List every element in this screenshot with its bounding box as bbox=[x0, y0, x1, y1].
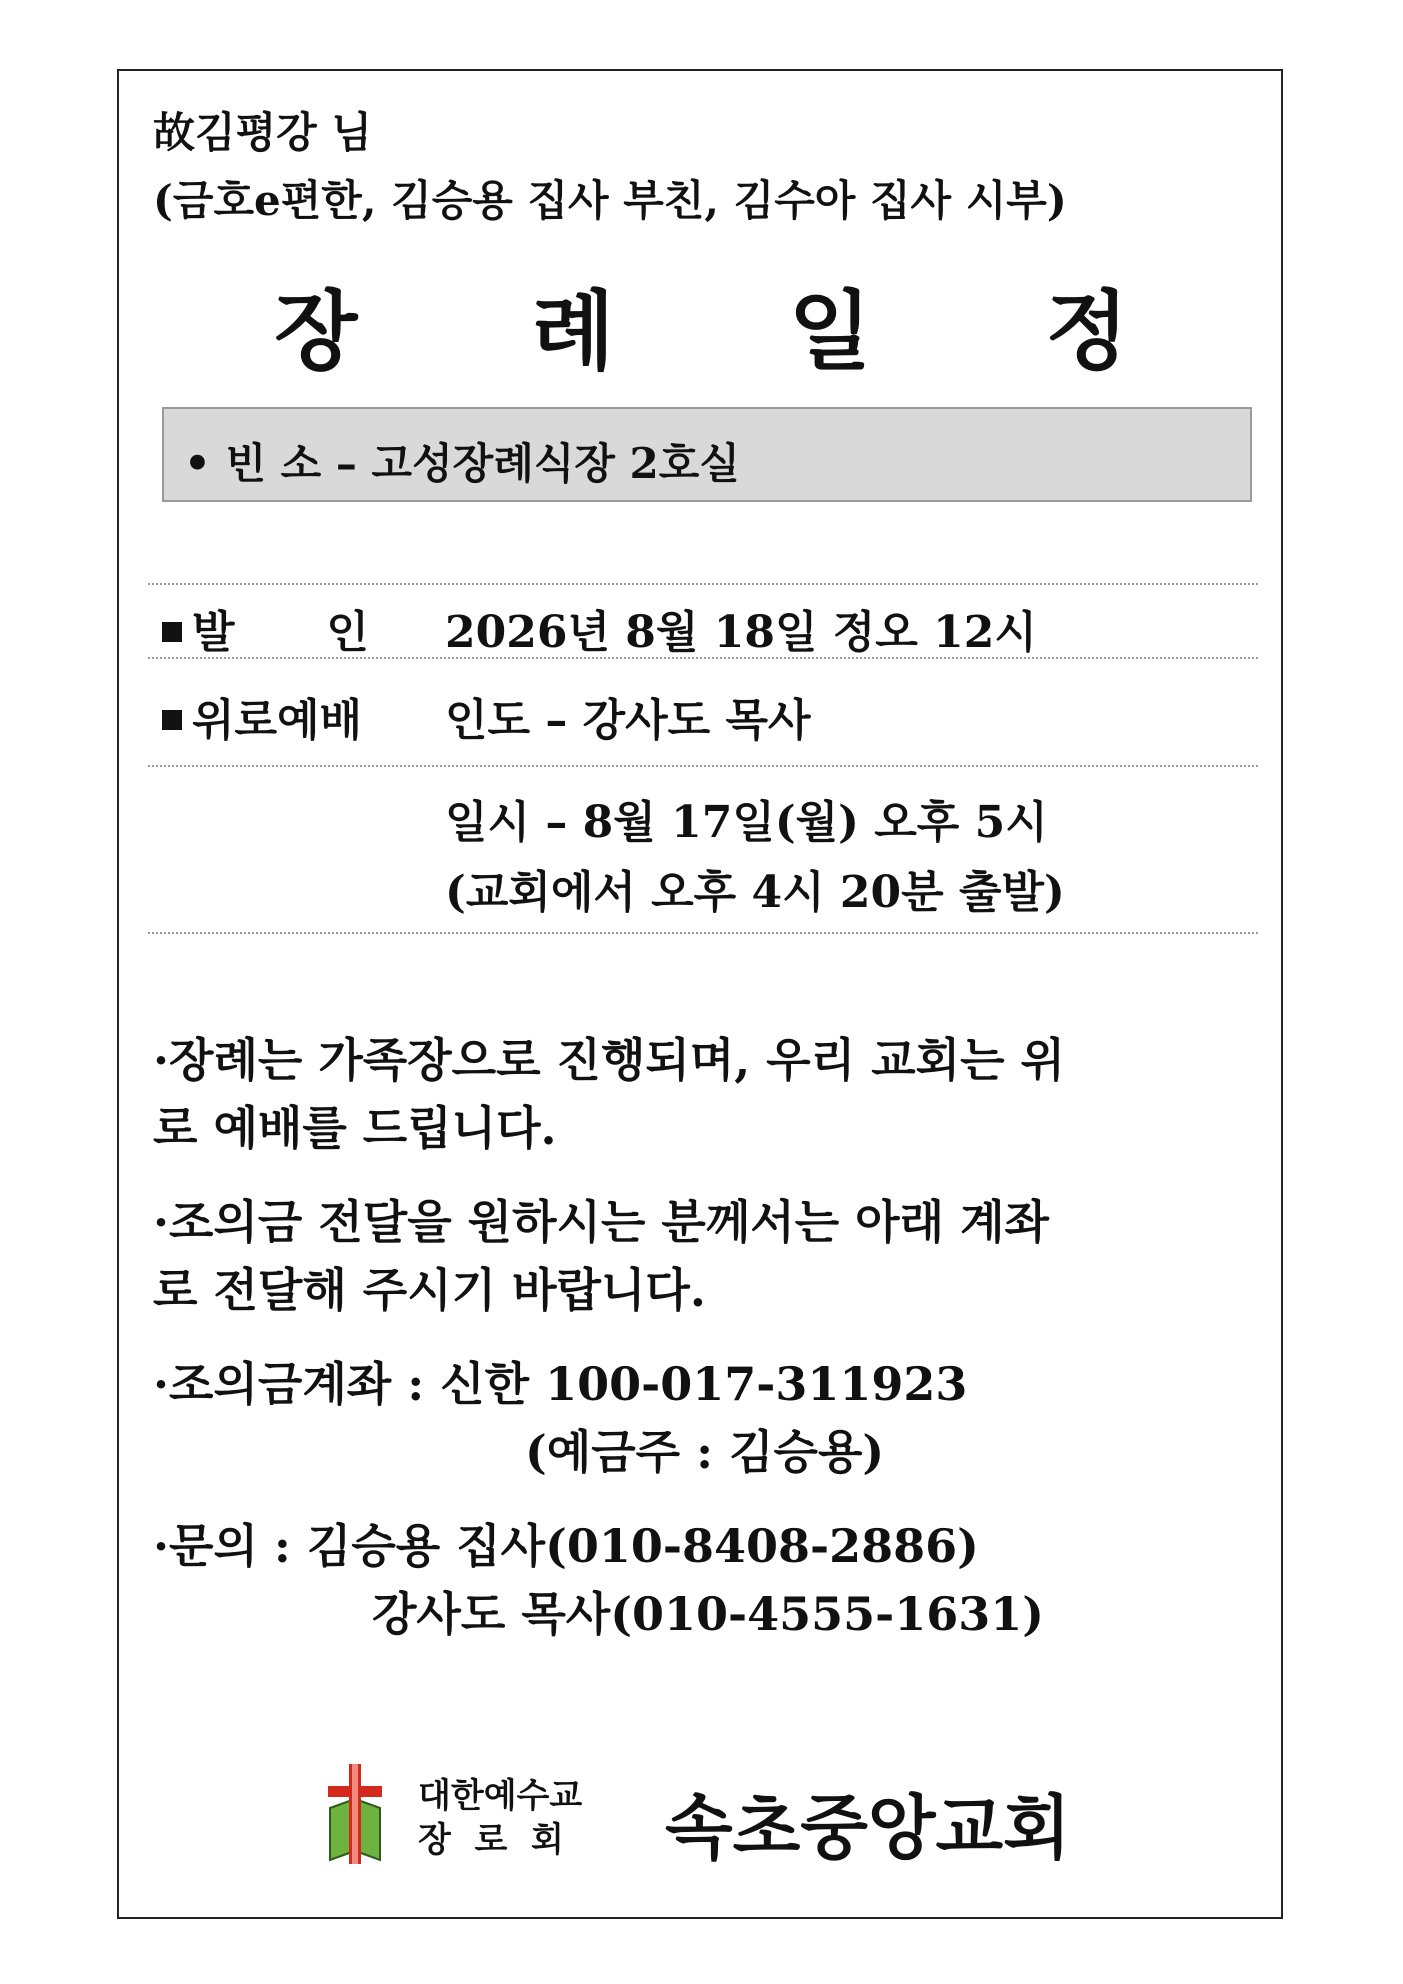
cross-book-icon bbox=[322, 1760, 388, 1866]
denomination-line1: 대한예수교 bbox=[418, 1776, 583, 1816]
balin-value: 2026년 8월 18일 정오 12시 bbox=[445, 607, 1037, 658]
page-title: 장 례 일 정 bbox=[274, 281, 1201, 382]
divider bbox=[148, 932, 1258, 934]
divider bbox=[148, 765, 1258, 767]
contact-line1: ·문의 : 김승용 집사(010-8408-2886) bbox=[153, 1519, 979, 1573]
note2-line2: 로 전달해 주시기 바랍니다. bbox=[153, 1263, 706, 1317]
service-time: 일시 – 8월 17일(월) 오후 5시 bbox=[445, 797, 1048, 848]
family-relations: (금호e편한, 김승용 집사 부친, 김수아 집사 시부) bbox=[153, 176, 1067, 225]
square-bullet-icon bbox=[162, 710, 182, 730]
church-name: 속초중앙교회 bbox=[665, 1786, 1071, 1869]
balin-label-text: 발 인 bbox=[192, 607, 369, 658]
balin-label bbox=[162, 596, 369, 660]
divider bbox=[148, 583, 1258, 585]
account-line2: (예금주 : 김승용) bbox=[525, 1425, 885, 1479]
account-line1: ·조의금계좌 : 신한 100-017-311923 bbox=[153, 1357, 968, 1411]
deceased-name: 故김평강 님 bbox=[153, 108, 372, 157]
binso-label: 빈 소 – 고성장례식장 2호실 bbox=[225, 439, 740, 488]
note1-line2: 로 예배를 드립니다. bbox=[153, 1101, 557, 1155]
note1-line1: ·장례는 가족장으로 진행되며, 우리 교회는 위 bbox=[153, 1033, 1065, 1087]
binso-text bbox=[184, 431, 740, 491]
square-bullet-icon bbox=[162, 622, 182, 642]
service-value: 인도 – 강사도 목사 bbox=[445, 695, 811, 746]
binso-box bbox=[162, 407, 1252, 502]
contact-line2: 강사도 목사(010-4555-1631) bbox=[372, 1587, 1044, 1641]
service-label bbox=[162, 684, 362, 748]
denomination-line2: 장 로 회 bbox=[418, 1820, 564, 1860]
divider bbox=[148, 657, 1258, 659]
service-label-text: 위로예배 bbox=[192, 695, 363, 746]
bullet-icon: • bbox=[184, 439, 211, 488]
note2-line1: ·조의금 전달을 원하시는 분께서는 아래 계좌 bbox=[153, 1195, 1049, 1249]
service-depart: (교회에서 오후 4시 20분 출발) bbox=[445, 867, 1065, 918]
